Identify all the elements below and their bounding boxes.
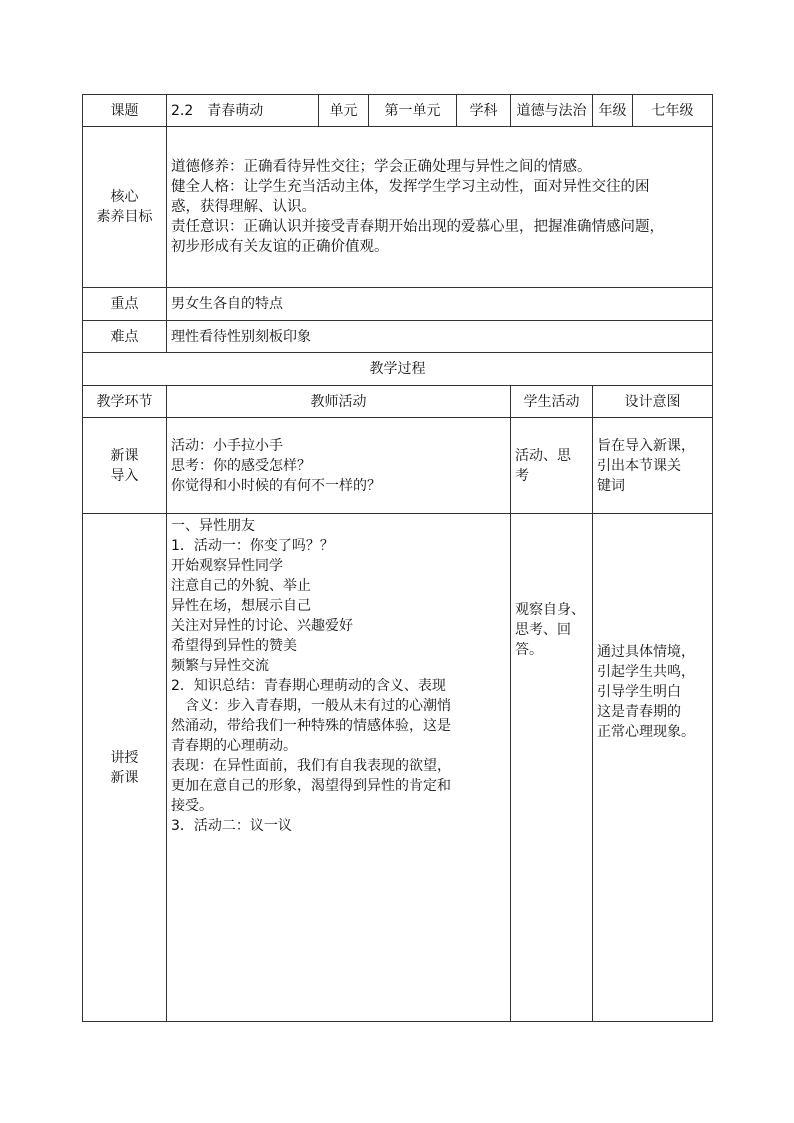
student-line: 观察自身、 bbox=[515, 602, 585, 618]
key-point-value: 男女生各自的特点 bbox=[167, 288, 713, 321]
teacher-line: 然涌动，带给我们一种特殊的情感体验，这是 bbox=[171, 718, 451, 734]
teacher-line: 注意自己的外貌、举止 bbox=[171, 578, 311, 594]
goal-line: 惑，获得理解、认识。 bbox=[171, 199, 316, 215]
intent-line: 正常心理现象。 bbox=[597, 724, 695, 740]
teacher-line: 异性在场，想展示自己 bbox=[171, 598, 311, 614]
new-lesson-teacher bbox=[167, 514, 511, 1022]
goal-line: 健全人格：让学生充当活动主体，发挥学生学习主动性，面对异性交往的困 bbox=[171, 179, 650, 195]
goal-line: 初步形成有关友谊的正确价值观。 bbox=[171, 239, 389, 255]
intro-intent-line: 旨在导入新课， bbox=[597, 437, 695, 454]
intro-stage-line1: 新课 bbox=[110, 447, 139, 464]
teacher-line: 更加在意自己的形象，渴望得到异性的肯定和 bbox=[171, 778, 451, 794]
goals-row bbox=[83, 127, 713, 288]
key-point-label: 重点 bbox=[83, 288, 167, 321]
grade-value: 七年级 bbox=[633, 95, 713, 127]
intro-intent-line: 引出本节课关 bbox=[597, 457, 681, 474]
teacher-line: 2．知识总结：青春期心理萌动的含义、表现 bbox=[171, 678, 446, 694]
teacher-line: 开始观察异性同学 bbox=[171, 558, 283, 574]
goal-line: 责任意识：正确认识并接受青春期开始出现的爱慕心里，把握准确情感问题， bbox=[171, 219, 664, 235]
intro-stage-line2: 导入 bbox=[110, 467, 139, 484]
teacher-line: 关注对异性的讨论、兴趣爱好 bbox=[171, 618, 353, 634]
intro-stage bbox=[83, 418, 167, 514]
process-header-row bbox=[83, 386, 713, 418]
intro-teacher bbox=[167, 418, 511, 514]
new-lesson-stage-line1: 讲授 bbox=[110, 749, 139, 766]
intro-teacher-line: 思考：你的感受怎样？ bbox=[171, 457, 311, 474]
intro-student bbox=[511, 418, 593, 514]
process-title: 教学过程 bbox=[83, 353, 713, 386]
intro-intent-line: 键词 bbox=[597, 477, 625, 494]
intro-teacher-line: 你觉得和小时候的有何不一样的？ bbox=[171, 477, 381, 494]
goals-label bbox=[83, 127, 167, 288]
teacher-line: 1．活动一：你变了吗？？ bbox=[171, 538, 334, 554]
teacher-line: 青春期的心理萌动。 bbox=[171, 738, 297, 754]
intro-student-line: 活动、思 bbox=[515, 447, 571, 464]
new-lesson-stage-line2: 新课 bbox=[110, 769, 139, 786]
lesson-plan-table bbox=[82, 94, 713, 1022]
teacher-line: 表现：在异性面前，我们有自我表现的欲望， bbox=[171, 758, 451, 774]
teacher-line: 一、异性朋友 bbox=[171, 518, 255, 534]
difficulty-label: 难点 bbox=[83, 321, 167, 353]
key-point-row bbox=[83, 288, 713, 321]
goals-label-line1: 核心 bbox=[110, 189, 139, 205]
difficulty-value: 理性看待性别刻板印象 bbox=[167, 321, 713, 353]
unit-value: 第一单元 bbox=[369, 95, 457, 127]
goals-label-line2: 素养目标 bbox=[96, 209, 153, 225]
grade-label: 年级 bbox=[593, 95, 633, 127]
unit-label: 单元 bbox=[319, 95, 369, 127]
intro-student-line: 考 bbox=[515, 467, 529, 484]
student-line: 思考、回 bbox=[515, 622, 571, 638]
header-row bbox=[83, 95, 713, 127]
header-stage: 教学环节 bbox=[83, 386, 167, 418]
student-line: 答。 bbox=[515, 642, 543, 658]
intent-line: 引起学生共鸣， bbox=[597, 664, 695, 680]
intent-line: 这是青春期的 bbox=[597, 704, 681, 720]
intro-row bbox=[83, 418, 713, 514]
intent-line: 引导学生明白 bbox=[597, 684, 681, 700]
topic-value: 2.2 青春萌动 bbox=[167, 95, 319, 127]
header-design-intent: 设计意图 bbox=[593, 386, 713, 418]
intro-intent bbox=[593, 418, 713, 514]
header-teacher-activity: 教师活动 bbox=[167, 386, 511, 418]
subject-value: 道德与法治 bbox=[511, 95, 593, 127]
subject-label: 学科 bbox=[457, 95, 511, 127]
teacher-line: 频繁与异性交流 bbox=[171, 658, 269, 674]
goal-line: 道德修养：正确看待异性交往；学会正确处理与异性之间的情感。 bbox=[171, 159, 592, 175]
new-lesson-stage bbox=[83, 514, 167, 1022]
goals-content bbox=[167, 127, 713, 288]
process-title-row bbox=[83, 353, 713, 386]
teacher-line: 含义：步入青春期，一般从未有过的心潮悄 bbox=[171, 698, 451, 714]
difficulty-row bbox=[83, 321, 713, 353]
new-lesson-intent bbox=[593, 514, 713, 1022]
teacher-line: 接受。 bbox=[171, 798, 213, 814]
intent-line: 通过具体情境， bbox=[597, 644, 695, 660]
teacher-line: 希望得到异性的赞美 bbox=[171, 638, 297, 654]
new-lesson-student bbox=[511, 514, 593, 1022]
topic-label: 课题 bbox=[83, 95, 167, 127]
header-student-activity: 学生活动 bbox=[511, 386, 593, 418]
teacher-line: 3．活动二：议一议 bbox=[171, 818, 292, 834]
intro-teacher-line: 活动：小手拉小手 bbox=[171, 437, 283, 454]
new-lesson-row bbox=[83, 514, 713, 1022]
